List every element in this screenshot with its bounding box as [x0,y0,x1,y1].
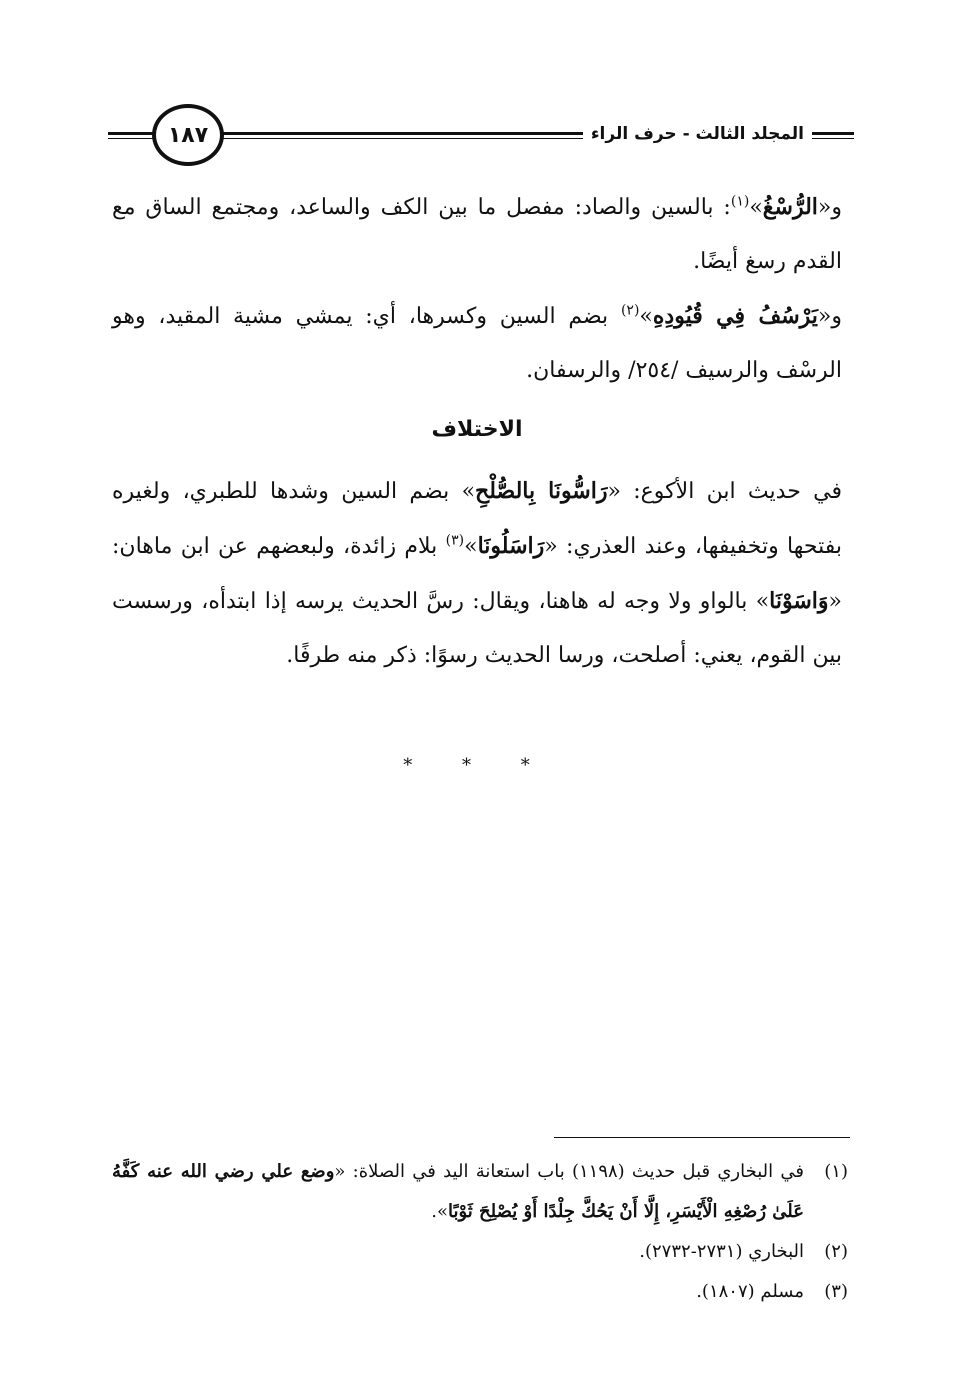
footnote-text [112,1152,804,1232]
footnote-text: مسلم (١٨٠٧). [696,1281,804,1302]
footnote-ref-3[interactable]: (٣) [445,532,465,549]
entry-yarsuf [112,289,842,398]
section-paragraph [112,464,842,683]
entry-rusgh [112,180,842,289]
running-header [108,104,854,168]
footnote-end: ». [431,1201,448,1222]
footnote-1 [112,1152,848,1232]
page-number: ١٨٧ [167,122,209,148]
footnote-number: (٢) [824,1241,848,1262]
footnote-text: البخاري (٢٧٣١-٢٧٣٢). [639,1241,804,1262]
entry-prefix: و« [817,195,842,220]
footnote-3 [112,1272,848,1312]
entry-term: الرُّسْغُ [762,194,818,220]
section-separator: * * * [403,755,552,776]
section-text-1: في حديث ابن الأكوع: « [607,479,842,504]
footnote-number: (١) [824,1161,848,1182]
footnote-2 [112,1232,848,1272]
section-text-5: » بالواو ولا وجه له هاهنا، ويقال: رسَّ الحديث يرسه إذا ابتدأه، ورسست بين القوم، يعني: أصلحت، ورسا الحديث رسوًا: ذكر منه طرفًا. [112,589,842,668]
section-quote-1: رَاسُّونَا بِالصُّلْحِ [475,478,608,504]
section-quote-3: وَاسَوْنَا [769,588,829,614]
section-quote-2: رَاسَلُونَا [477,533,545,559]
section-heading: الاختلاف [431,417,523,442]
entry-term: يَرْسُفُ فِي قُيُودِهِ [652,303,818,329]
section-text-3: » [464,534,478,559]
footnote-rule [554,1137,850,1138]
footnotes [112,1152,848,1312]
footnote-body: في البخاري قبل حديث (١١٩٨) باب استعانة اليد في الصلاة: « [334,1161,804,1182]
footnote-ref-1[interactable]: (١) [730,193,750,210]
entry-close: » [749,195,763,220]
entry-text: بضم السين وكسرها، أي: يمشي مشية المقيد، وهو الرسْف والرسيف /٢٥٤/ والرسفان. [112,304,842,383]
header-title: المجلد الثالث - حرف الراء [583,119,812,149]
header-rule-left [108,132,158,139]
main-text [112,180,842,683]
footnote-number: (٣) [824,1281,848,1302]
entry-close: » [639,304,653,329]
section-text-2: » بضم السين وشدها للطبري، ولغيره بفتحها وتخفيفها، وعند العذري: « [112,479,842,559]
footnote-ref-2[interactable]: (٢) [620,302,640,319]
entry-text: : بالسين والصاد: مفصل ما بين الكف والساعد، ومجتمع الساق مع القدم رسغ أيضًا. [112,195,842,274]
entry-prefix: و« [817,304,842,329]
section-text-4: بلام زائدة، ولبعضهم عن ابن ماهان: « [112,534,842,614]
footnote-quote: وضع علي رضي الله عنه كَفَّهُ عَلَىٰ رُصْغِهِ الْأَيْسَرِ، إِلَّا أَنْ يَحُكَّ جِلْدًا أَوْ يُصْلِحَ ثَوْبًا [112,1161,804,1222]
page-number-badge [152,104,224,166]
